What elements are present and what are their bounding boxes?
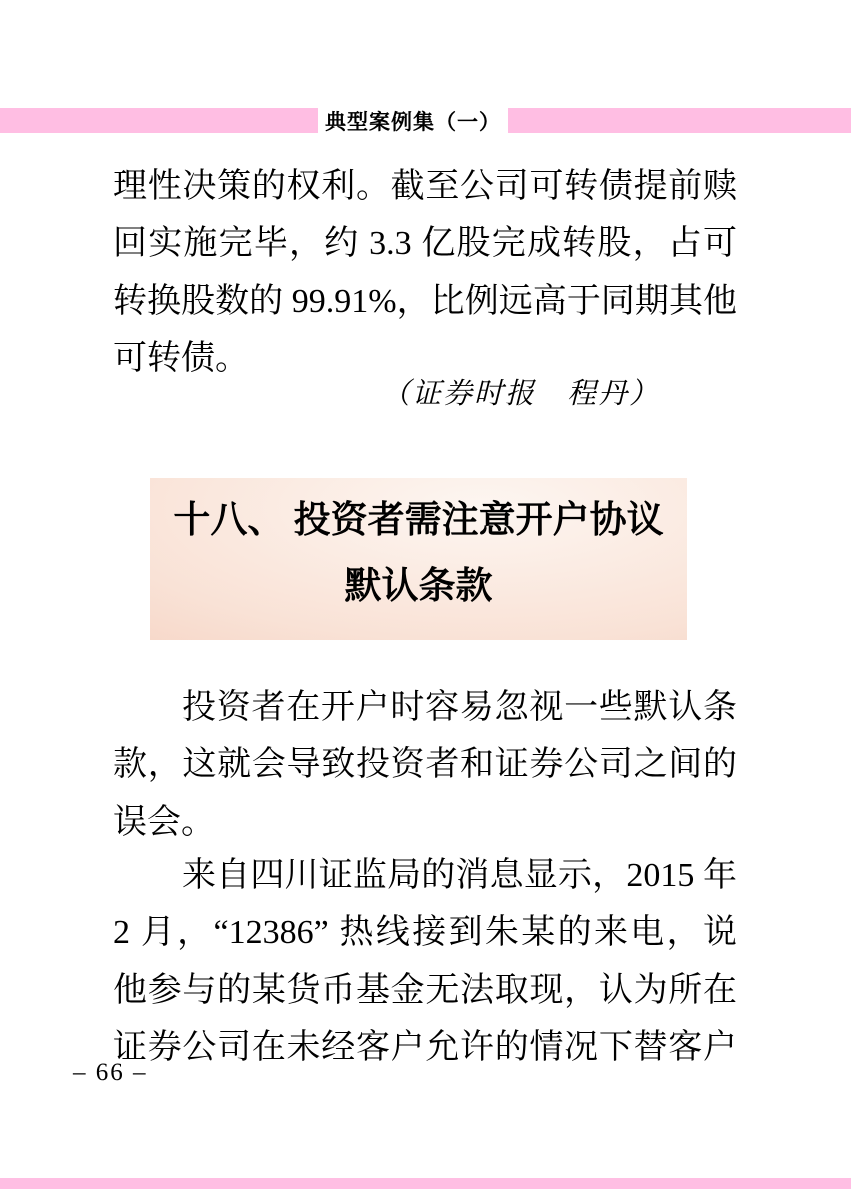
footer-pink-bar (0, 1178, 851, 1189)
section-heading-box (150, 478, 687, 640)
page-number: – 66 – (73, 1059, 148, 1086)
body-line: 投资者在开户时容易忽视一些默认条 (182, 689, 737, 726)
running-head-title: 典型案例集（一） (325, 110, 501, 134)
body-line: 款，这就会导致投资者和证券公司之间的 (113, 746, 737, 784)
body-line: 来自四川证监局的消息显示，2015 年 (182, 857, 737, 894)
source-attribution: （证券时报 程丹） (380, 378, 660, 410)
body-line: 转换股数的 99.91%，比例远高于同期其他 (113, 282, 737, 320)
paragraph-1 (113, 679, 737, 851)
body-line: 2 月，“12386” 热线接到朱某的来电，说 (113, 914, 737, 952)
body-line: 可转债。 (113, 340, 249, 378)
body-line: 回实施完毕，约 3.3 亿股完成转股，占可 (113, 225, 737, 263)
body-line: 误会。 (113, 803, 215, 841)
body-line: 理性决策的权利。截至公司可转债提前赎 (113, 168, 737, 205)
paragraph-2 (113, 847, 737, 1077)
body-line: 他参与的某货币基金无法取现，认为所在 (113, 971, 737, 1009)
section-heading-line1: 十八、 投资者需注意开户协议 (173, 500, 664, 541)
body-line: 证券公司在未经客户允许的情况下替客户 (113, 1029, 737, 1067)
section-heading-line2: 默认条款 (344, 566, 493, 607)
header-title-box (318, 101, 508, 140)
continuation-paragraph (113, 158, 737, 388)
